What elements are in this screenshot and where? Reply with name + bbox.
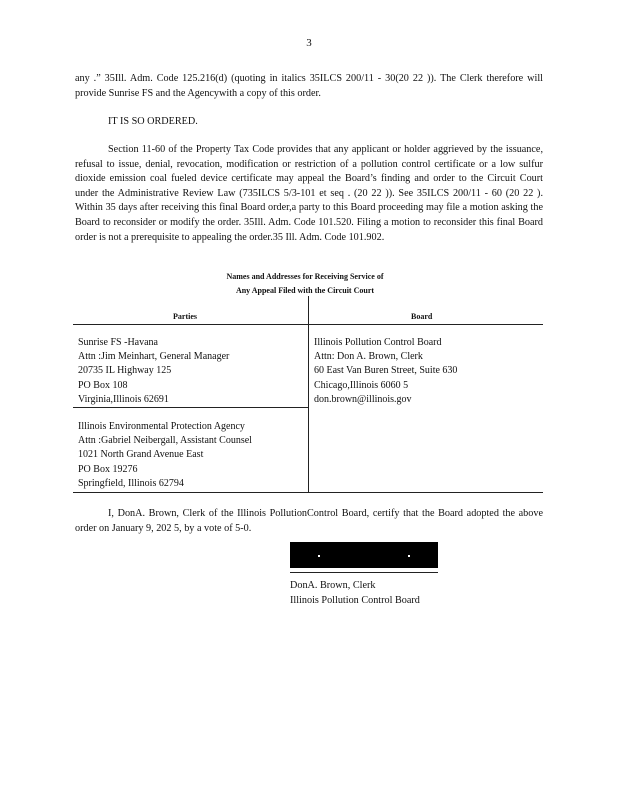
address-line: Sunrise FS -Havana xyxy=(78,337,158,348)
signature-mark xyxy=(318,555,320,557)
board-email[interactable]: don.brown@illinois.gov xyxy=(314,393,412,405)
intro-paragraph-text: any .” 35Ill. Adm. Code 125.216(d) (quoting in italics 35ILCS 200/11 - 30(20 22 )). The Clerk therefore will provide Sunrise FS and the Agencywith a copy of this order. xyxy=(75,73,543,99)
signature-mark xyxy=(408,555,410,557)
service-table-title xyxy=(150,270,460,298)
signer-name: DonA. Brown, Clerk xyxy=(290,580,376,591)
address-line: Springfield, Illinois 62794 xyxy=(78,477,184,489)
party-sunrise-fs-address xyxy=(78,336,229,407)
address-line: Attn: Don A. Brown, Clerk xyxy=(314,351,423,363)
address-line: 20735 IL Highway 125 xyxy=(78,365,172,377)
address-line: Attn :Jim Meinhart, General Manager xyxy=(78,351,230,363)
table-bottom-rule xyxy=(73,492,543,493)
address-line: Illinois Environmental Protection Agency xyxy=(78,421,245,432)
service-table xyxy=(73,308,543,493)
address-line: PO Box 19276 xyxy=(78,463,138,475)
address-line: 60 East Van Buren Street, Suite 630 xyxy=(314,365,458,377)
address-line: Attn :Gabriel Neibergall, Assistant Counsel xyxy=(78,435,252,447)
redacted-signature xyxy=(290,542,438,568)
signature-line xyxy=(290,572,438,573)
service-table-title-line2: Any Appeal Filed with the Circuit Court xyxy=(235,286,375,295)
address-line: Chicago,Illinois 6060 5 xyxy=(314,379,409,391)
address-line: Illinois Pollution Control Board xyxy=(314,337,442,348)
clerk-certification xyxy=(75,507,543,536)
certification-text: I, DonA. Brown, Clerk of the Illinois PollutionControl Board, certify that the Board adopted the above order on January 9, 202 5, by a vote of 5-0. xyxy=(75,508,543,534)
appeal-rights-paragraph xyxy=(75,143,543,245)
parties-column-header: Parties xyxy=(173,312,197,321)
page-number: 3 xyxy=(306,37,312,49)
party-row-divider xyxy=(73,407,308,408)
intro-paragraph xyxy=(75,72,543,101)
column-divider xyxy=(308,296,309,493)
signer-block xyxy=(290,579,420,608)
service-table-title-line1: Names and Addresses for Receiving Service of xyxy=(226,272,384,281)
address-line: PO Box 108 xyxy=(78,379,128,391)
so-ordered: IT IS SO ORDERED. xyxy=(108,116,198,127)
party-iepa-address xyxy=(78,420,252,491)
address-line: Virginia,Illinois 62691 xyxy=(78,393,169,405)
board-column-header: Board xyxy=(411,312,433,321)
appeal-rights-text: Section 11-60 of the Property Tax Code provides that any applicant or holder aggrieved by the issuance, refusal to issue, denial, revocation, modification or restriction of a pollution control certificate or a low sulfur dioxide emission coal fueled device certificate may appeal the Board’s finding and order to the Circuit Court under the Administrative Review Law (735ILCS 5/3-101 et seq . (20 22 )). See 35ILCS 200/11 - 60 (20 22 ). Within 35 days after receiving this final Board order,a party to this Board proceeding may file a motion asking the Board to reconsider or modify the order. 35Ill. Adm. Code 101.520. Filing a motion to reconsider this final Board order is not a prerequisite to appealing the order.35 Ill. Adm. Code 101.902. xyxy=(75,144,543,243)
address-line: 1021 North Grand Avenue East xyxy=(78,449,204,461)
signer-organization: Illinois Pollution Control Board xyxy=(290,594,420,606)
board-address xyxy=(314,336,457,407)
